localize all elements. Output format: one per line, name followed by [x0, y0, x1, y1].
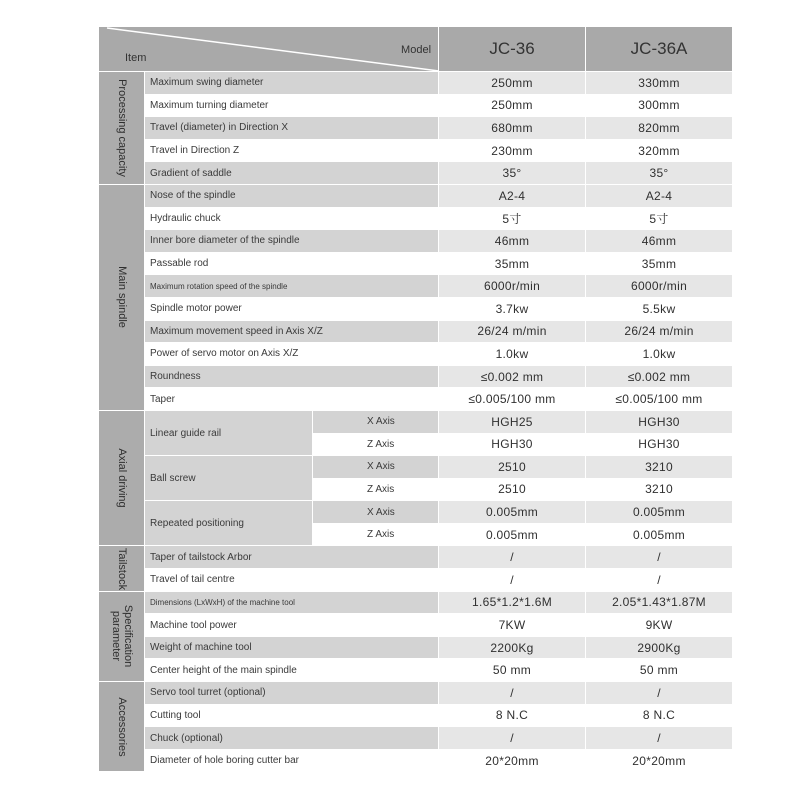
category-tailstock-cell — [99, 546, 145, 591]
spec-value-model-1: 2510 — [439, 478, 586, 501]
spec-value-model-2: / — [586, 682, 733, 705]
item-header-label: Item — [125, 52, 147, 64]
spec-value-model-1: HGH30 — [439, 433, 586, 456]
spec-value-model-1: A2-4 — [439, 184, 586, 207]
spec-value-model-1: 35mm — [439, 252, 586, 275]
spec-label: Inner bore diameter of the spindle — [145, 230, 439, 253]
spec-value-model-2: HGH30 — [586, 410, 733, 433]
spec-value-model-1: 20*20mm — [439, 749, 586, 772]
spec-label: Taper of tailstock Arbor — [145, 546, 439, 569]
category-axial-driving-label: Axial driving — [115, 448, 128, 508]
spec-value-model-2: 2.05*1.43*1.87M — [586, 591, 733, 614]
spec-value-model-2: 300mm — [586, 94, 733, 117]
spec-label: Gradient of saddle — [145, 162, 439, 185]
spec-value-model-2: 0.005mm — [586, 523, 733, 546]
spec-value-model-2: 5.5kw — [586, 297, 733, 320]
spec-value-model-2: 820mm — [586, 117, 733, 140]
spec-label: Dimensions (LxWxH) of the machine tool — [145, 591, 439, 614]
category-tailstock-label: Tailstock — [115, 547, 128, 590]
spec-value-model-2: 9KW — [586, 614, 733, 637]
spec-value-model-1: 1.0kw — [439, 343, 586, 366]
spec-value-model-2: / — [586, 569, 733, 592]
spec-value-model-1: 250mm — [439, 72, 586, 95]
category-axial-driving-cell — [99, 410, 145, 546]
spec-value-model-2: 8 N.C — [586, 704, 733, 727]
spec-value-model-1: HGH25 — [439, 410, 586, 433]
spec-label: Center height of the main spindle — [145, 659, 439, 682]
spec-value-model-1: ≤0.005/100 mm — [439, 388, 586, 411]
spec-row — [99, 207, 733, 230]
spec-row — [99, 501, 733, 524]
spec-value-model-1: 250mm — [439, 94, 586, 117]
spec-row — [99, 252, 733, 275]
spec-value-model-2: 26/24 m/min — [586, 320, 733, 343]
spec-value-model-2: 330mm — [586, 72, 733, 95]
spec-value-model-1: 46mm — [439, 230, 586, 253]
spec-value-model-2: 35° — [586, 162, 733, 185]
spec-row — [99, 275, 733, 298]
spec-row — [99, 591, 733, 614]
spec-group-label: Repeated positioning — [145, 501, 313, 546]
category-main-spindle-label: Main spindle — [115, 266, 128, 329]
spec-value-model-1: / — [439, 727, 586, 750]
spec-value-model-1: 2510 — [439, 456, 586, 479]
spec-label: Taper — [145, 388, 439, 411]
header-row — [99, 27, 733, 72]
spec-value-model-2: 6000r/min — [586, 275, 733, 298]
spec-row — [99, 230, 733, 253]
spec-value-model-1: 26/24 m/min — [439, 320, 586, 343]
spec-value-model-1: / — [439, 569, 586, 592]
category-main-spindle-cell — [99, 184, 145, 410]
spec-row — [99, 614, 733, 637]
spec-row — [99, 682, 733, 705]
spec-value-model-1: 5寸 — [439, 207, 586, 230]
spec-label: Travel (diameter) in Direction X — [145, 117, 439, 140]
spec-row — [99, 72, 733, 95]
spec-value-model-1: 2200Kg — [439, 636, 586, 659]
spec-label: Diameter of hole boring cutter bar — [145, 749, 439, 772]
spec-row — [99, 546, 733, 569]
spec-label: Chuck (optional) — [145, 727, 439, 750]
spec-label: Passable rod — [145, 252, 439, 275]
spec-value-model-1: 7KW — [439, 614, 586, 637]
spec-row — [99, 456, 733, 479]
spec-row — [99, 727, 733, 750]
spec-label: Cutting tool — [145, 704, 439, 727]
item-model-header — [99, 27, 439, 72]
spec-row — [99, 659, 733, 682]
model-header-label: Model — [401, 44, 432, 56]
spec-row — [99, 749, 733, 772]
spec-label: Maximum swing diameter — [145, 72, 439, 95]
spec-value-model-2: 20*20mm — [586, 749, 733, 772]
category-accessories-label: Accessories — [115, 697, 128, 757]
axis-label: Z Axis — [313, 433, 439, 456]
spec-value-model-2: A2-4 — [586, 184, 733, 207]
spec-value-model-2: ≤0.002 mm — [586, 365, 733, 388]
spec-value-model-2: 46mm — [586, 230, 733, 253]
spec-value-model-2: 0.005mm — [586, 501, 733, 524]
category-processing-capacity-cell — [99, 72, 145, 185]
spec-row — [99, 184, 733, 207]
spec-value-model-1: 35° — [439, 162, 586, 185]
spec-value-model-2: 3210 — [586, 478, 733, 501]
spec-row — [99, 162, 733, 185]
spec-value-model-1: 6000r/min — [439, 275, 586, 298]
spec-value-model-1: ≤0.002 mm — [439, 365, 586, 388]
spec-row — [99, 704, 733, 727]
spec-row — [99, 94, 733, 117]
spec-value-model-1: / — [439, 682, 586, 705]
category-specification-parameter-cell — [99, 591, 145, 681]
axis-label: X Axis — [313, 501, 439, 524]
spec-group-label: Ball screw — [145, 456, 313, 501]
spec-label: Travel in Direction Z — [145, 139, 439, 162]
spec-label: Travel of tail centre — [145, 569, 439, 592]
spec-row — [99, 636, 733, 659]
spec-label: Nose of the spindle — [145, 184, 439, 207]
spec-value-model-1: 50 mm — [439, 659, 586, 682]
spec-label: Maximum movement speed in Axis X/Z — [145, 320, 439, 343]
spec-value-model-1: / — [439, 546, 586, 569]
spec-value-model-2: 2900Kg — [586, 636, 733, 659]
spec-value-model-2: / — [586, 727, 733, 750]
spec-value-model-1: 0.005mm — [439, 523, 586, 546]
spec-row — [99, 139, 733, 162]
spec-row — [99, 365, 733, 388]
spec-row — [99, 117, 733, 140]
axis-label: X Axis — [313, 456, 439, 479]
spec-value-model-1: 1.65*1.2*1.6M — [439, 591, 586, 614]
spec-value-model-2: ≤0.005/100 mm — [586, 388, 733, 411]
category-processing-capacity-label: Processing capacity — [115, 79, 128, 177]
spec-label: Roundness — [145, 365, 439, 388]
spec-row — [99, 320, 733, 343]
spec-value-model-2: HGH30 — [586, 433, 733, 456]
spec-label: Hydraulic chuck — [145, 207, 439, 230]
spec-value-model-2: 50 mm — [586, 659, 733, 682]
spec-table — [98, 26, 733, 772]
spec-label: Machine tool power — [145, 614, 439, 637]
spec-label: Servo tool turret (optional) — [145, 682, 439, 705]
spec-value-model-2: 3210 — [586, 456, 733, 479]
spec-value-model-2: 320mm — [586, 139, 733, 162]
spec-row — [99, 343, 733, 366]
spec-label: Power of servo motor on Axis X/Z — [145, 343, 439, 366]
category-accessories-cell — [99, 682, 145, 772]
spec-value-model-1: 8 N.C — [439, 704, 586, 727]
model-name-jc-36: JC-36 — [439, 27, 586, 72]
spec-value-model-2: 1.0kw — [586, 343, 733, 366]
axis-label: Z Axis — [313, 478, 439, 501]
spec-label: Maximum rotation speed of the spindle — [145, 275, 439, 298]
spec-table-body — [99, 27, 733, 772]
spec-value-model-1: 0.005mm — [439, 501, 586, 524]
spec-value-model-2: / — [586, 546, 733, 569]
spec-value-model-2: 35mm — [586, 252, 733, 275]
category-specification-parameter-label: Specification parameter — [109, 605, 134, 668]
spec-row — [99, 569, 733, 592]
axis-label: X Axis — [313, 410, 439, 433]
spec-label: Maximum turning diameter — [145, 94, 439, 117]
model-name-jc-36a: JC-36A — [586, 27, 733, 72]
spec-row — [99, 388, 733, 411]
spec-value-model-1: 680mm — [439, 117, 586, 140]
spec-label: Weight of machine tool — [145, 636, 439, 659]
spec-row — [99, 297, 733, 320]
diagonal-divider — [99, 27, 439, 71]
spec-value-model-1: 230mm — [439, 139, 586, 162]
axis-label: Z Axis — [313, 523, 439, 546]
spec-label: Spindle motor power — [145, 297, 439, 320]
spec-group-label: Linear guide rail — [145, 410, 313, 455]
spec-value-model-2: 5寸 — [586, 207, 733, 230]
spec-row — [99, 410, 733, 433]
spec-value-model-1: 3.7kw — [439, 297, 586, 320]
